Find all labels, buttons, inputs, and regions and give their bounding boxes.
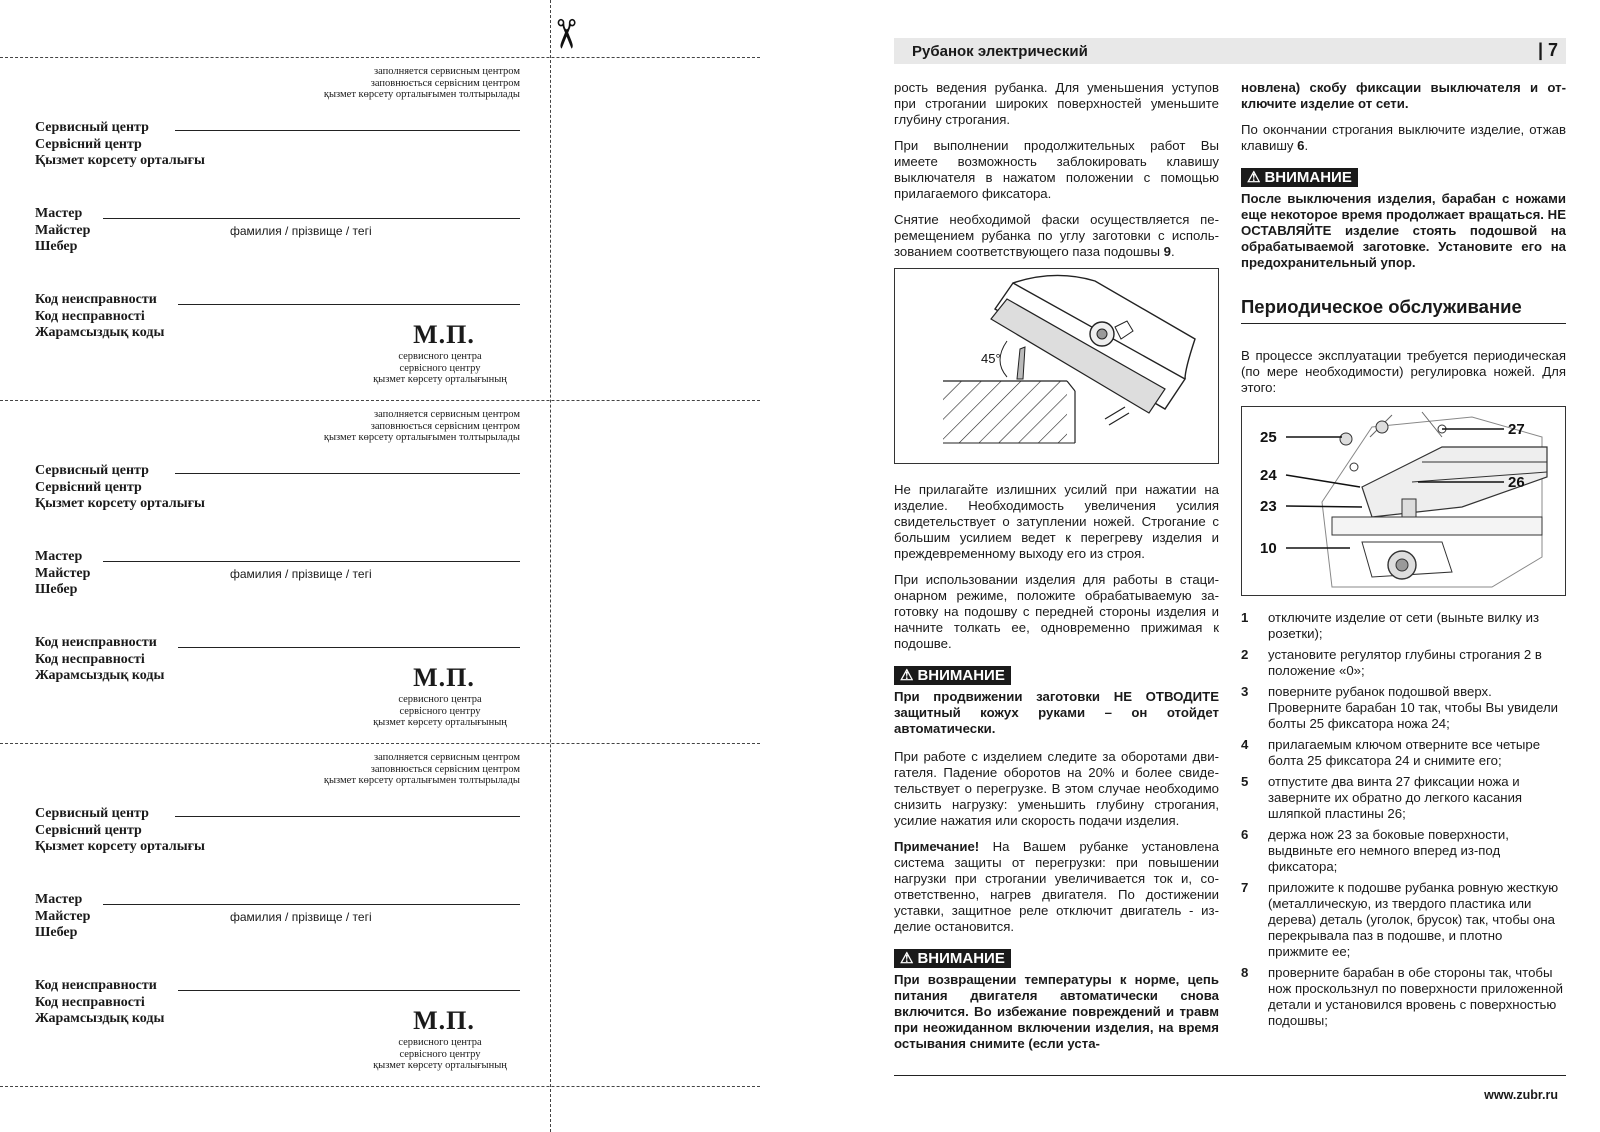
text-column-2 <box>1241 80 1566 1034</box>
blade-adjust-figure <box>1241 406 1566 596</box>
warranty-card <box>0 401 530 731</box>
fill-note: заполняется сервисным центром заповнюється сервісним центром қызмет көрсету орталығымен толтырылады <box>323 66 520 100</box>
list-item: 4 прилагаемым ключом отверните все четыре болта 25 фиксатора 24 и снимите его; <box>1241 737 1541 768</box>
fill-note: заполняется сервисным центром заповнюється сервісним центром қызмет көрсету орталығымен толтырылады <box>323 409 520 443</box>
part-label: 25 <box>1260 429 1277 446</box>
master-field[interactable] <box>103 904 520 905</box>
footer-url[interactable]: www.zubr.ru <box>1484 1088 1558 1102</box>
name-hint: фамилия / прізвище / тегі <box>230 224 372 238</box>
warning-text: При продвижении заготовки НЕ ОТВОДИТЕ защитный кожух руками – он отойдет автоматически. <box>894 689 1219 736</box>
warning-badge: ⚠ ВНИМАНИЕ <box>1241 168 1358 187</box>
paragraph: рость ведения рубанка. Для уменьшения уступов при строгании широких поверхностей уменьшите глубину строгания. <box>894 80 1219 127</box>
planer-drum-illustration <box>1242 407 1565 595</box>
paragraph: По окончании строгания выключите изделие, отжав клавишу 6. <box>1241 122 1566 153</box>
master-label: Мастер Майстер Шебер <box>35 206 91 254</box>
section-heading: Периодическое обслуживание <box>1241 299 1566 324</box>
scissors-icon: ✂ <box>542 17 587 51</box>
warning-badge: ⚠ ВНИМАНИЕ <box>894 949 1011 968</box>
service-center-field[interactable] <box>175 473 520 474</box>
stamp-area: М.П. сервисного центра сервісного центру қызмет көрсету орталығының <box>360 320 520 386</box>
part-label: 23 <box>1260 498 1277 515</box>
warning-triangle-icon: ⚠ <box>900 950 914 967</box>
service-center-label: Сервисный центр Сервісний центр Қызмет корсету орталығы <box>35 120 205 168</box>
chamfer-figure <box>894 268 1219 464</box>
stamp-mark: М.П. <box>413 1006 475 1035</box>
list-item: 7 приложите к подошве рубанка ровную жесткую (металлическую, из твердого пластика или дерева) деталь (уголок, брусок) так, чтобы она перекрывала паз в подошве, и плотно прижмите ее; <box>1241 880 1559 959</box>
footer-divider <box>894 1075 1566 1076</box>
part-label: 24 <box>1260 467 1277 484</box>
paragraph: При выполнении продолжительных работ Вы имеете возможность заблокировать клавишу выключателя в нажатом положении с помощью прилагаемого фиксатора. <box>894 138 1219 201</box>
text-column-1 <box>894 80 1219 1062</box>
warranty-card <box>0 58 530 388</box>
part-label: 26 <box>1508 474 1525 491</box>
list-item: 3 поверните рубанок подошвой вверх. Проверните барабан 10 так, чтобы Вы увидели болты 25 фиксатора ножа 24; <box>1241 684 1559 731</box>
warning-triangle-icon: ⚠ <box>900 667 914 684</box>
list-item: 5 отпустите два винта 27 фиксации ножа и заверните их обратно до легкого касания шляпкой пластины 26; <box>1241 774 1523 821</box>
planer-chamfer-illustration <box>895 269 1218 463</box>
fill-note: заполняется сервисным центром заповнюється сервісним центром қызмет көрсету орталығымен толтырылады <box>323 752 520 786</box>
fault-code-field[interactable] <box>178 990 520 991</box>
master-label: Мастер Майстер Шебер <box>35 892 91 940</box>
fault-code-field[interactable] <box>178 304 520 305</box>
part-label: 27 <box>1508 421 1525 438</box>
warning-text-continued: новлена) скобу фиксации выключателя и отключите изделие от сети. <box>1241 80 1566 111</box>
page-title: Рубанок электрический <box>912 43 1088 60</box>
service-center-field[interactable] <box>175 130 520 131</box>
stamp-mark: М.П. <box>413 320 475 349</box>
vertical-cut-line <box>550 0 551 1132</box>
service-center-field[interactable] <box>175 816 520 817</box>
paragraph: При работе с изделием следите за оборотами двигателя. Падение оборотов на 20% и более свидетельствует о перегрузке. В этом случае необходимо снизить нагрузку: уменьшить глубину строгания, усилие нажатия или скорость подачи изделия. <box>894 749 1219 828</box>
service-center-label: Сервисный центр Сервісний центр Қызмет корсету орталығы <box>35 463 205 511</box>
fault-code-label: Код неисправности Код несправності Жарамсыздық коды <box>35 635 165 683</box>
paragraph: При использовании изделия для работы в стационарном режиме, положите обрабатываемую заготовку на подошву с передней стороны изделия и начните толкать ее, одновременно прижимая к подошве. <box>894 572 1219 651</box>
warning-badge: ⚠ ВНИМАНИЕ <box>894 666 1011 685</box>
warning-text: При возвращении температуры к норме, цепь питания двигателя автоматически снова включится. Во избежание повреждений и травм при неожиданном включении изделия, на время остывания снимите (если уста- <box>894 972 1219 1051</box>
warranty-card <box>0 744 530 1074</box>
note-paragraph: Примечание! На Вашем рубанке установлена система защиты от перегрузки: при повышении нагрузки при строгании увеличивается ток и, соответственно, нагрев двигателя. По достижении уставки, защитное реле отключит двигатель - изделие остановится. <box>894 839 1219 934</box>
paragraph: В процессе эксплуатации требуется периодическая (по мере необходимости) регулировка ножей. Для этого: <box>1241 348 1566 395</box>
warning-triangle-icon: ⚠ <box>1247 169 1261 186</box>
list-item: 6 держа нож 23 за боковые поверхности, выдвиньте его немного вперед из-под фиксатора; <box>1241 827 1509 874</box>
master-label: Мастер Майстер Шебер <box>35 549 91 597</box>
page-number: | 7 <box>1537 40 1558 60</box>
warning-text: После выключения изделия, барабан с ножами еще некоторое время продолжает вращаться. НЕ ОСТАВЛЯЙТЕ изделие стоять подошвой на обрабатываемой заготовке. Установите его на предохранительный упор. <box>1241 191 1566 270</box>
list-item: 2 установите регулятор глубины строгания 2 в положение «0»; <box>1241 647 1542 678</box>
angle-label: 45° <box>981 351 1001 366</box>
maintenance-steps <box>1241 610 1566 1029</box>
stamp-mark: М.П. <box>413 663 475 692</box>
fault-code-label: Код неисправности Код несправності Жарамсыздық коды <box>35 292 165 340</box>
fault-code-field[interactable] <box>178 647 520 648</box>
fault-code-label: Код неисправности Код несправності Жарамсыздық коды <box>35 978 165 1026</box>
paragraph: Не прилагайте излишних усилий при нажатии на изделие. Необходимость увеличения усилия свидетельствует о затуплении ножей. Строгание с большим усилием ведет к перегреву изделия и преждевременному выходу его из строя. <box>894 482 1219 561</box>
cut-line <box>0 1086 760 1087</box>
list-item: 8 проверните барабан в обе стороны так, чтобы нож проскользнул по поверхности приложенной детали и установился вровень с поверхностью подошвы; <box>1241 965 1564 1028</box>
service-center-label: Сервисный центр Сервісний центр Қызмет корсету орталығы <box>35 806 205 854</box>
master-field[interactable] <box>103 561 520 562</box>
part-label: 10 <box>1260 540 1277 557</box>
stamp-area: М.П. сервисного центра сервісного центру қызмет көрсету орталығының <box>360 663 520 729</box>
paragraph: Снятие необходимой фаски осуществляется перемещением рубанка по углу заготовки с использованием соответствующего паза подошвы 9. <box>894 212 1219 259</box>
master-field[interactable] <box>103 218 520 219</box>
name-hint: фамилия / прізвище / тегі <box>230 567 372 581</box>
list-item: 1 отключите изделие от сети (выньте вилку из розетки); <box>1241 610 1540 641</box>
stamp-area: М.П. сервисного центра сервісного центру қызмет көрсету орталығының <box>360 1006 520 1072</box>
name-hint: фамилия / прізвище / тегі <box>230 910 372 924</box>
